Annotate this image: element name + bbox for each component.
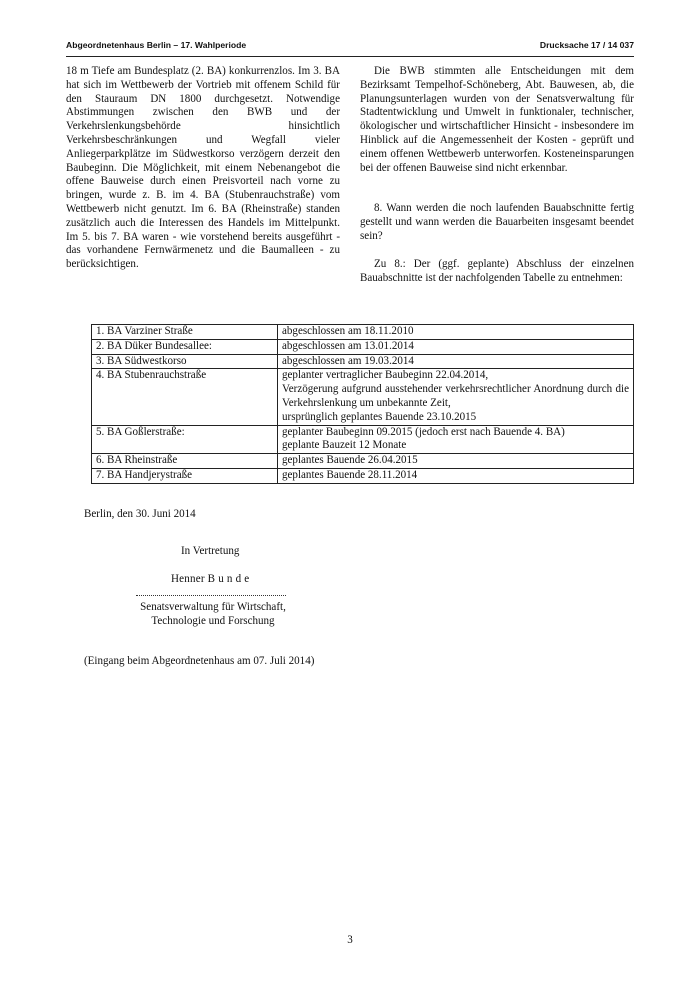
- header-rule: [66, 56, 634, 57]
- table-row: [92, 325, 634, 340]
- status-cell: [278, 339, 634, 354]
- section-cell: 2. BA Düker Bundesallee:: [92, 339, 278, 354]
- table-row: [92, 468, 634, 483]
- status-line: geplantes Bauende 26.04.2015: [282, 454, 418, 467]
- receipt-note: (Eingang beim Abgeordnetenhaus am 07. Juli 2014): [84, 655, 315, 667]
- table-row: [92, 339, 634, 354]
- status-line: geplantes Bauende 28.11.2014: [282, 468, 418, 481]
- status-line: abgeschlossen am 18.11.2010: [282, 325, 414, 337]
- page-number: 3: [347, 934, 353, 946]
- header-parliament: Abgeordnetenhaus Berlin – 17. Wahlperiode: [66, 40, 247, 50]
- status-cell: [278, 354, 634, 369]
- answer-8: Zu 8.: Der (ggf. geplante) Abschluss der einzelnen Bauabschnitte ist der nachfolgenden Tabelle zu entnehmen:: [360, 257, 634, 284]
- section-cell: 7. BA Handjerystraße: [92, 468, 278, 483]
- status-cell: [278, 454, 634, 469]
- status-cell: [278, 369, 634, 425]
- status-cell: [278, 468, 634, 483]
- status-line: abgeschlossen am 19.03.2014: [282, 354, 414, 367]
- table-row: [92, 369, 634, 425]
- status-cell: [278, 425, 634, 454]
- status-line: ursprünglich geplantes Bauende 23.10.2015: [282, 410, 477, 423]
- left-paragraph: 18 m Tiefe am Bundesplatz (2. BA) konkurrenzlos. Im 3. BA hat sich im Wettbewerb der Vortrieb mit offenem Schild für den Stauraum DN 1800 durchgesetzt. Notwendige Abstimmungen zwischen den BWB und der Verkehrslenkungsbehörde hinsichtlich Verkehrsbeschränkungen und Wegfall vieler Anliegerparkplätze im Südwestkorso verzögern derzeit den Baubeginn. Die Möglichkeit, mit einem Nebenangebot die offene Bauweise durch einen Preisvorteil nach vorne zu bringen, wurde z. B. im 4. BA (Stubenrauchstraße) vom Wettbewerb nicht genutzt. Im 6. BA (Rheinstraße) standen zusätzlich auch die Interessen des Handels im Mittelpunkt. Im 5. bis 7. BA waren - wie vorstehend bereits ausgeführt - das vorhandene Fernwärmenetz und die Baumalleen - zu berücksichtigen.: [66, 65, 340, 271]
- left-column: [66, 65, 340, 272]
- status-cell: [278, 325, 634, 340]
- signatory-office: [120, 601, 306, 629]
- office-line-1: Senatsverwaltung für Wirtschaft,: [140, 601, 286, 613]
- table-row: [92, 454, 634, 469]
- representation: In Vertretung: [181, 545, 240, 557]
- place-date: Berlin, den 30. Juni 2014: [84, 508, 196, 520]
- status-line: Verzögerung aufgrund ausstehender verkehrsrechtlicher Anordnung durch die Verkehrslenkung um unbekannte Zeit,: [282, 383, 629, 409]
- status-line: geplanter vertraglicher Baubeginn 22.04.2014,: [282, 369, 489, 382]
- status-line: abgeschlossen am 13.01.2014: [282, 339, 414, 352]
- header-document-number: Drucksache 17 / 14 037: [539, 40, 634, 50]
- question-8: 8. Wann werden die noch laufenden Bauabschnitte fertig gestellt und wann werden die Bauarbeiten insgesamt beendet sein?: [360, 202, 634, 242]
- section-cell: 3. BA Südwestkorso: [92, 354, 278, 369]
- table-row: [92, 425, 634, 454]
- signatory-name: Henner B u n d e: [171, 573, 250, 585]
- section-cell: 1. BA Varziner Straße: [92, 325, 278, 340]
- section-cell: 4. BA Stubenrauchstraße: [92, 369, 278, 425]
- table-row: [92, 354, 634, 369]
- right-column: [360, 65, 634, 285]
- status-line: geplanter Baubeginn 09.2015 (jedoch erst nach Bauende 4. BA): [282, 425, 565, 438]
- section-cell: 5. BA Goßlerstraße:: [92, 425, 278, 454]
- page-header: [66, 40, 634, 56]
- section-cell: 6. BA Rheinstraße: [92, 454, 278, 469]
- signature-line: [136, 587, 286, 596]
- office-line-2: Technologie und Forschung: [151, 614, 275, 627]
- right-paragraph: Die BWB stimmten alle Entscheidungen mit dem Bezirksamt Tempelhof-Schöneberg, Abt. Bauwesen, ab, die Planungsunterlagen wurden von der Senatsverwaltung für Stadtentwicklung und Umwelt in funktionaler, technischer, ökologischer und wirtschaftlicher Hinsicht - insbesondere im Hinblick auf die Angemessenheit der Kosten - geprüft und einem offenen Wettbewerb unterworfen. Kosteneinsparungen bei der offenen Bauweise sind nicht erkennbar.: [360, 65, 634, 174]
- construction-sections-table: [91, 324, 634, 484]
- status-line: geplante Bauzeit 12 Monate: [282, 439, 407, 452]
